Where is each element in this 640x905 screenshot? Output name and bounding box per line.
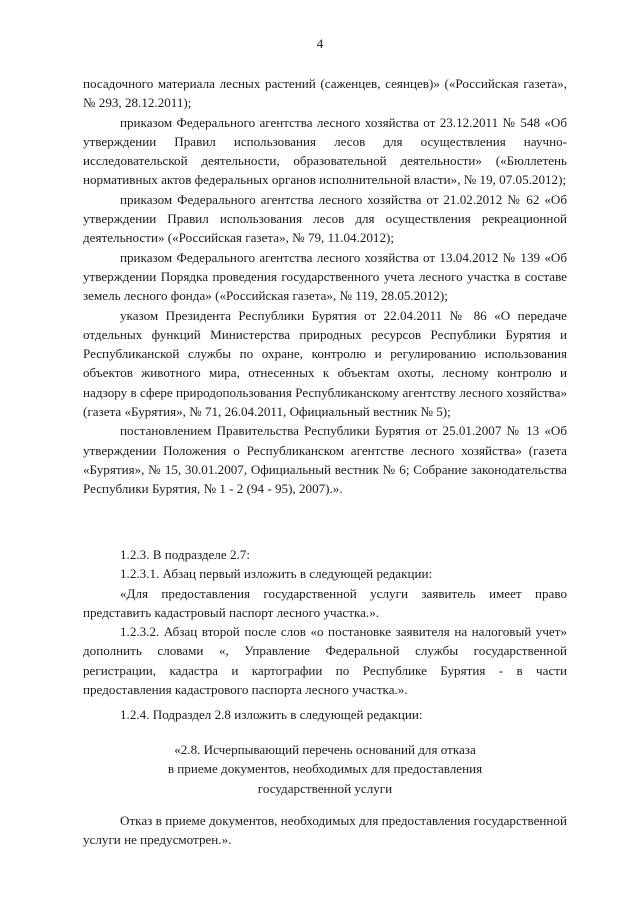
section-1-2-3 [83, 545, 567, 699]
title-line: в приеме документов, необходимых для предоставления [167, 761, 483, 777]
paragraph: приказом Федерального агентства лесного хозяйства от 13.04.2012 № 139 «Об утверждении Порядка проведения государственного учета лесного участка в составе земель лесного фонда» («Российская газета», № 119, 28.05.2012); [83, 249, 567, 304]
section-heading: 1.2.3. В подразделе 2.7: [120, 547, 250, 562]
quoted-paragraph: «Для предоставления государственной услуги заявитель имеет право представить кадастровый паспорт лесного участка.». [83, 585, 567, 620]
paragraph: Отказ в приеме документов, необходимых для предоставления государственной услуги не предусмотрен.». [83, 813, 567, 848]
section-body [83, 811, 567, 850]
subsection-title [83, 740, 567, 798]
page-number: 4 [316, 36, 324, 51]
title-line: «2.8. Исчерпывающий перечень оснований для отказа [174, 742, 476, 757]
title-line: государственной услуги [257, 780, 393, 796]
paragraph: постановлением Правительства Республики Бурятия от 25.01.2007 № 13 «Об утверждении Положения о Республиканском агентстве лесного хозяйства» (газета «Бурятия», № 15, 30.01.2007, Официальный вестник № 6; Собрание законодательства Республики Бурятия, № 1 - 2 (94 - 95), 2007).». [83, 423, 567, 497]
paragraph: 1.2.3.1. Абзац первый изложить в следующей редакции: [120, 566, 433, 582]
legal-acts-list [83, 74, 567, 499]
section-1-2-4 [83, 705, 567, 724]
paragraph: 1.2.3.2. Абзац второй после слов «о постановке заявителя на налоговый учет» дополнить словами «, Управление Федеральной службы государственной регистрации, кадастра и картографии по Республике Бурятия - в части предоставления кадастрового паспорта лесного участка.». [83, 624, 567, 698]
paragraph: приказом Федерального агентства лесного хозяйства от 21.02.2012 № 62 «Об утверждении Правил использования лесов для осуществления рекреационной деятельности» («Российская газета», № 79, 11.04.2012); [83, 191, 567, 246]
paragraph: посадочного материала лесных растений (саженцев, сеянцев)» («Российская газета», № 293, 28.12.2011); [83, 76, 567, 111]
paragraph: указом Президента Республики Бурятия от 22.04.2011 № 86 «О передаче отдельных функций Министерства природных ресурсов Республики Бурятия и Республиканской службы по охране, контролю и регулированию использования объектов животного мира, отнесенных к объектам охоты, лесному контролю и надзору в сфере природопользования Республиканскому агентству лесного хозяйства» (газета «Бурятия», № 71, 26.04.2011, Официальный вестник № 5); [83, 307, 567, 420]
paragraph: приказом Федерального агентства лесного хозяйства от 23.12.2011 № 548 «Об утверждении Правил использования лесов для осуществления научно-исследовательской деятельности, образовательной деятельности» («Бюллетень нормативных актов федеральных органов исполнительной власти», № 19, 07.05.2012); [83, 114, 567, 188]
section-heading: 1.2.4. Подраздел 2.8 изложить в следующей редакции: [120, 707, 423, 722]
